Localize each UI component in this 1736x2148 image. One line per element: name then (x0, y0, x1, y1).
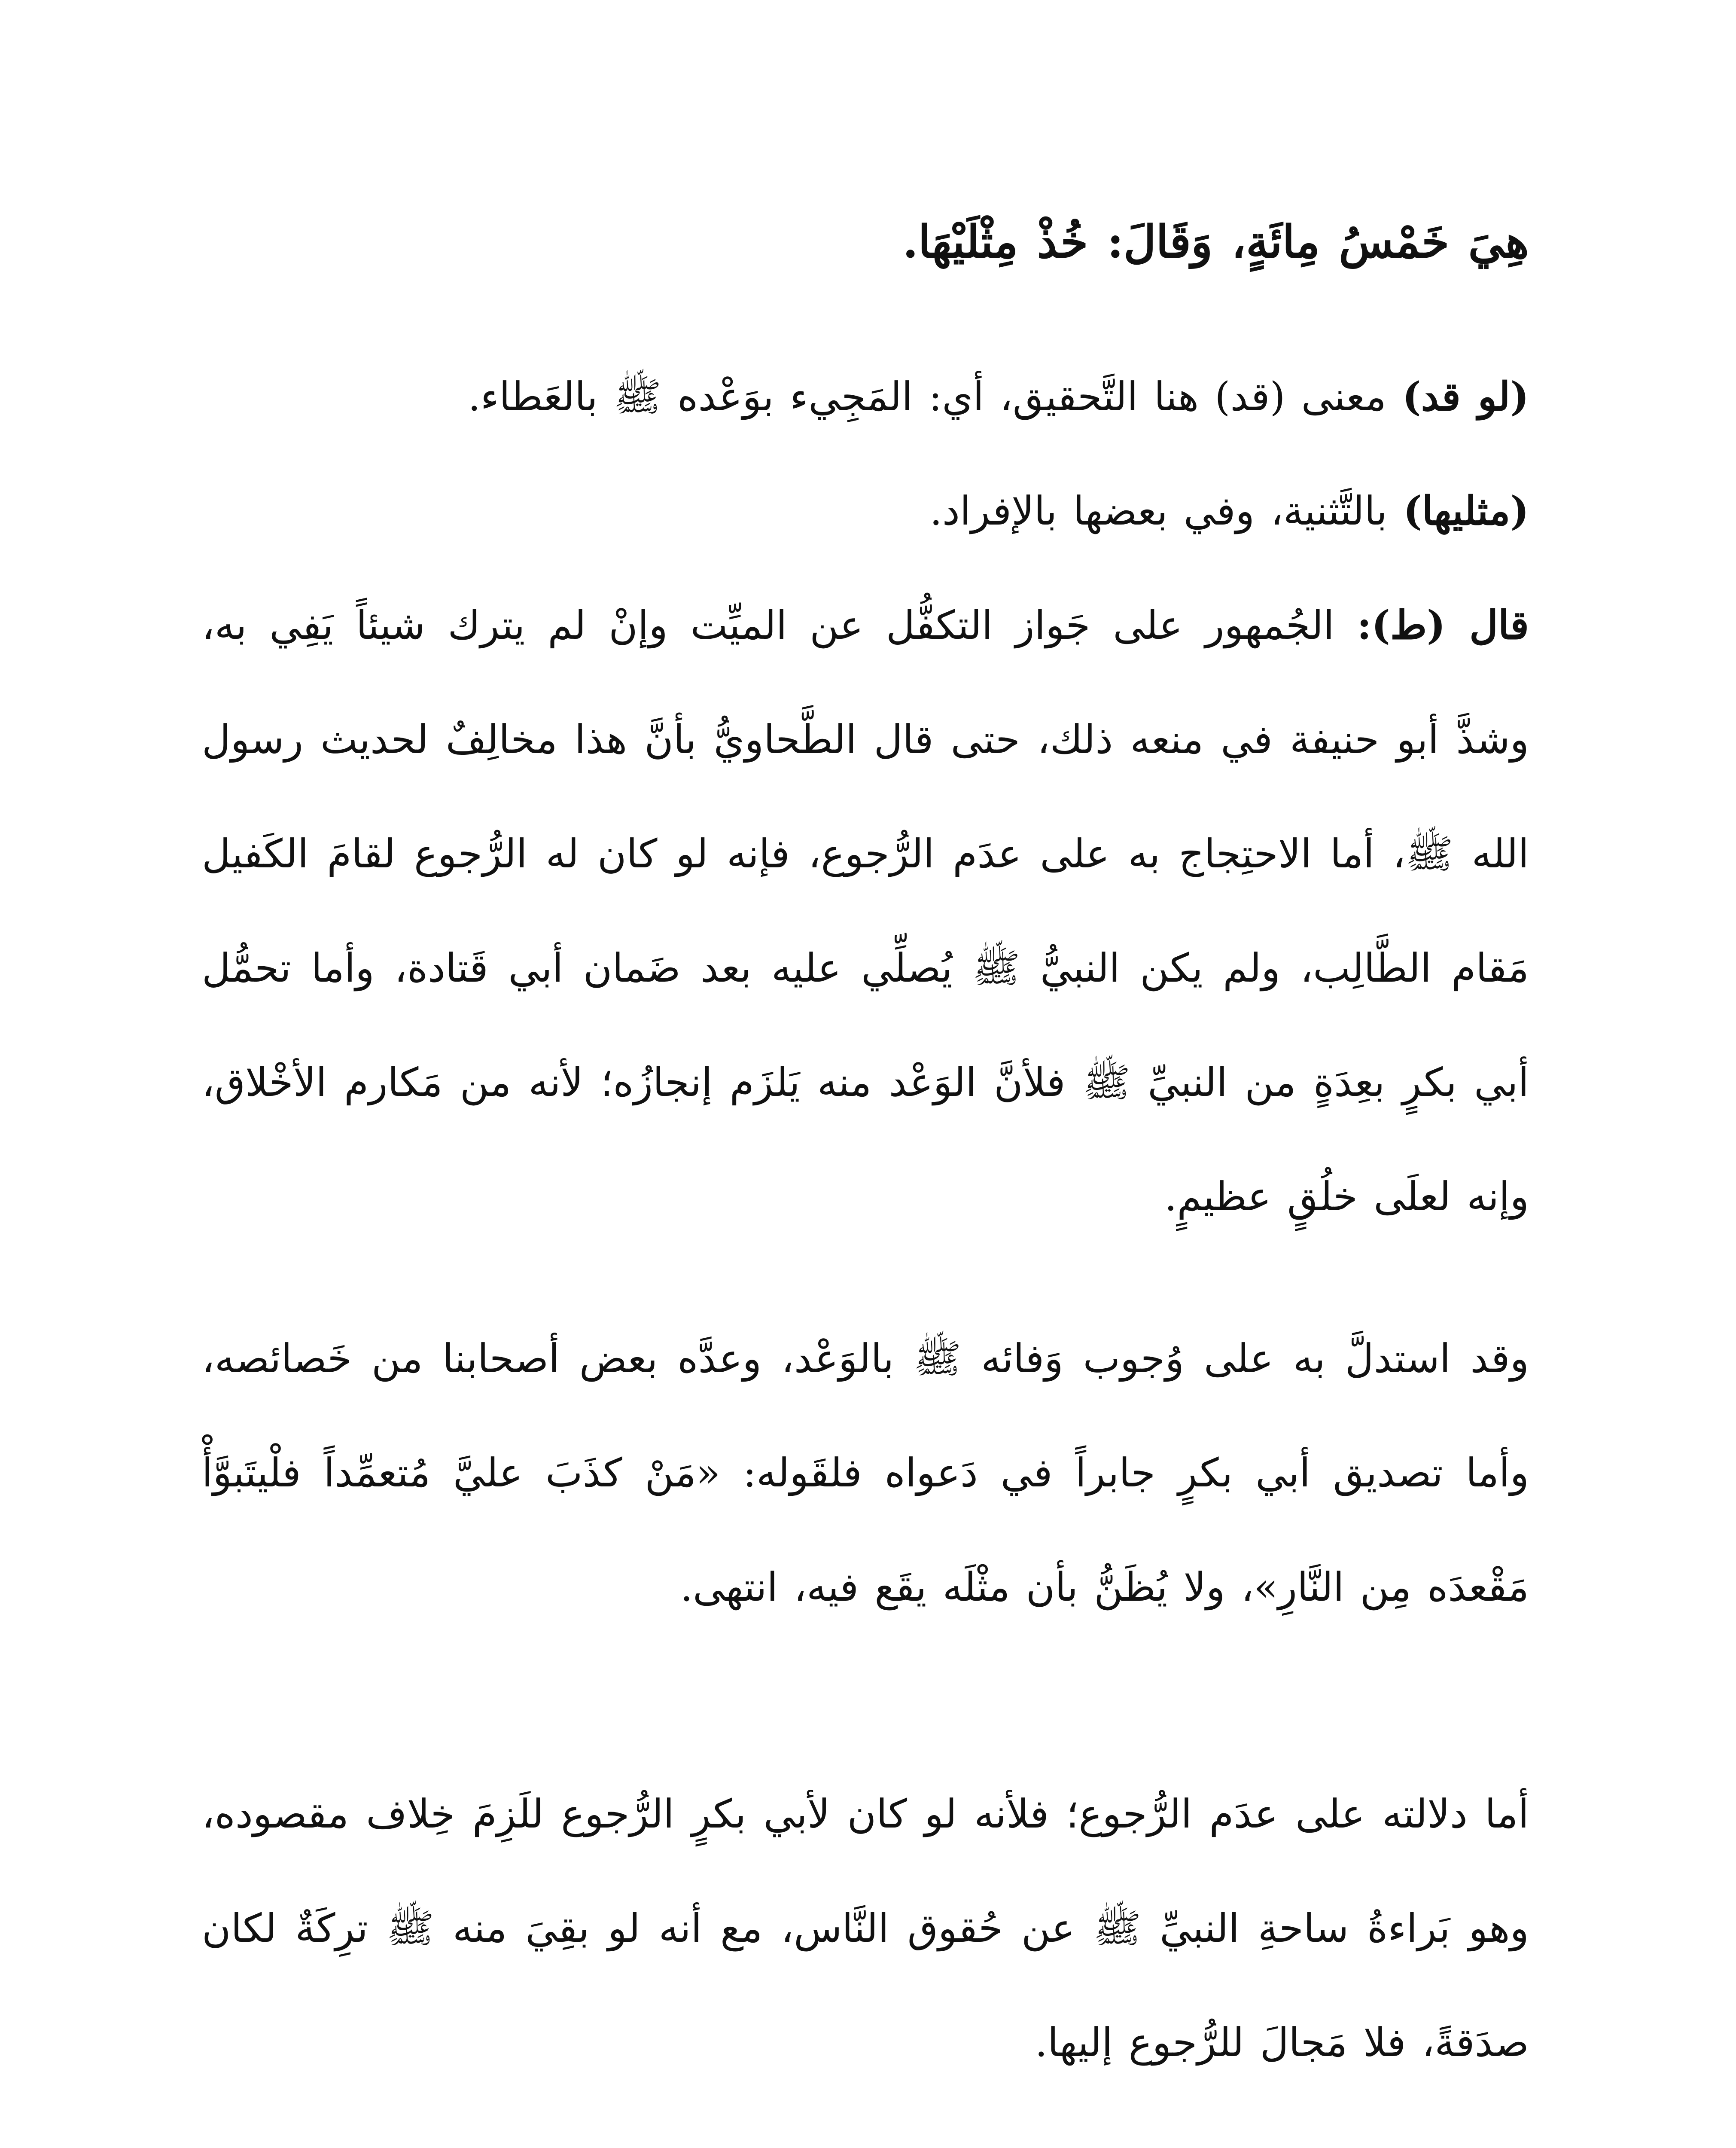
paragraph-qala-ta (202, 568, 1529, 1254)
paragraph-mithlayha (202, 454, 1529, 568)
paragraph-text: الجُمهور على جَواز التكفُّل عن الميِّت وإنْ لم يترك شيئاً يَفِي به، وشذَّ أبو حنيفة في منعه ذلك، حتى قال الطَّحاويُّ بأنَّ هذا مخالِفٌ لحديث رسول الله ﷺ، أما الاحتِجاج به على عدَم الرُّجوع، فإنه لو كان له الرُّجوع لقامَ الكَفيل مَقام الطَّالِب، ولم يكن النبيُّ ﷺ يُصلِّي عليه بعد ضَمان أبي قَتادة، وأما تحمُّل أبي بكرٍ بعِدَةٍ من النبيِّ ﷺ فلأنَّ الوَعْد منه يَلزَم إنجازُه؛ لأنه من مَكارم الأخْلاق، وإنه لعلَى خلُقٍ عظيمٍ. (202, 602, 1529, 1220)
paragraph-lau-qad (202, 339, 1529, 454)
paragraph-text: أما دلالته على عدَم الرُّجوع؛ فلأنه لو كان لأبي بكرٍ الرُّجوع للَزِمَ خِلاف مقصوده، وهو بَراءةُ ساحةِ النبيِّ ﷺ عن حُقوق النَّاس، مع أنه لو بقِيَ منه ﷺ ترِكَةٌ لكان صدَقةً، فلا مَجالَ للرُّجوع إليها. (202, 1791, 1529, 2066)
hadith-text: هِيَ خَمْسُ مِائَةٍ، وَقَالَ: خُذْ مِثْلَيْهَا. (902, 215, 1529, 268)
paragraph-text: معنى (قد) هنا التَّحقيق، أي: المَجِيء بوَعْده ﷺ بالعَطاء. (468, 374, 1403, 420)
paragraph-istadalla (202, 1302, 1529, 1645)
hadith-line (202, 185, 1529, 299)
paragraph-dalalatuh (202, 1757, 1529, 2100)
term-mithlayha: (مثليها) (1403, 488, 1529, 534)
paragraph-text: بالتَّثنية، وفي بعضها بالإفراد. (929, 488, 1404, 534)
paragraph-text: وقد استدلَّ به على وُجوب وَفائه ﷺ بالوَعْد، وعدَّه بعض أصحابنا من خَصائصه، وأما تصديق أبي بكرٍ جابراً في دَعواه فلقَوله: «مَنْ كذَبَ عليَّ مُتعمِّداً فلْيتَبوَّأْ مَقْعدَه مِن النَّارِ»، ولا يُظَنُّ بأن مثْلَه يقَع فيه، انتهى. (202, 1336, 1529, 1610)
term-qala-ta: قال (ط): (1357, 602, 1529, 648)
term-lau-qad: (لو قد) (1402, 373, 1529, 420)
